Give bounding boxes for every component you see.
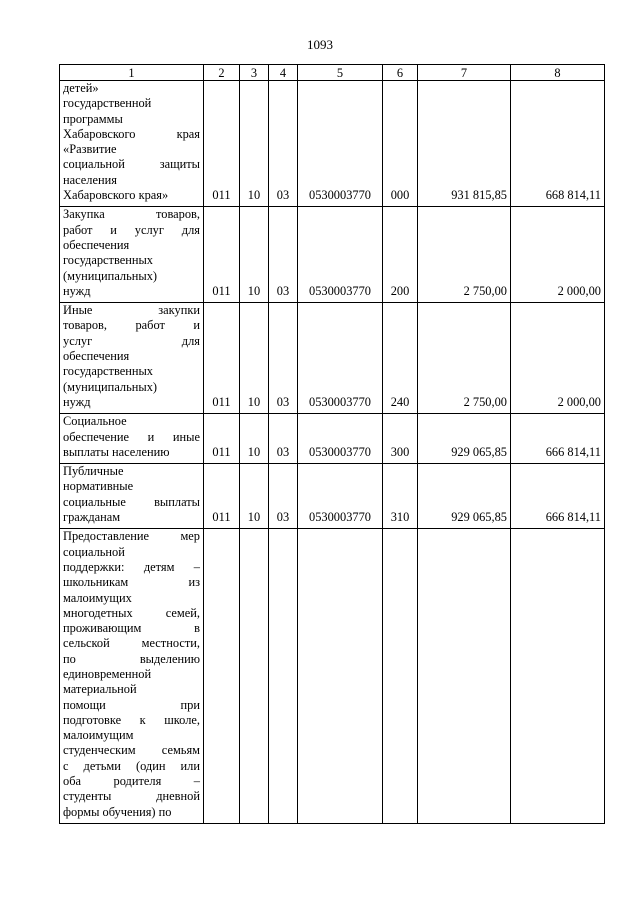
row-name-line: нужд (63, 283, 91, 298)
row-name-line: по выделению (63, 651, 200, 666)
amount-cell: 666 814,11 (511, 464, 605, 529)
row-name-line: нормативные (63, 479, 134, 494)
code-subsection-cell (269, 529, 298, 824)
row-name-line: малоимущих (63, 590, 132, 605)
row-name-line: поддержки: детям – (63, 559, 200, 574)
header-cell: 8 (511, 65, 605, 81)
amount-cell: 2 750,00 (418, 207, 511, 303)
code-section-cell: 10 (240, 207, 269, 303)
row-name-line: школьникам из (63, 575, 200, 590)
table-row (60, 81, 605, 207)
amount-cell: 2 750,00 (418, 303, 511, 414)
row-name-line: обеспечение и иные (63, 429, 200, 444)
code-admin-cell: 011 (204, 414, 240, 464)
amount-cell (511, 529, 605, 824)
budget-table (59, 64, 605, 824)
code-target-cell: 0530003770 (298, 81, 383, 207)
row-name-line: Иные закупки (63, 303, 200, 318)
amount-cell: 2 000,00 (511, 207, 605, 303)
row-name-line: с детьми (один или (63, 758, 200, 773)
table-body (60, 81, 605, 824)
code-expense-type-cell (383, 529, 418, 824)
code-expense-type-cell: 240 (383, 303, 418, 414)
row-name-line: Закупка товаров, (63, 207, 200, 222)
row-name-line: Хабаровского края (63, 126, 200, 141)
row-name-line: населения (63, 172, 117, 187)
row-name-cell (60, 529, 204, 824)
page-number: 1093 (307, 37, 333, 52)
row-name-line: гражданам (63, 510, 121, 525)
code-expense-type-cell: 310 (383, 464, 418, 529)
row-name-line: студенты дневной (63, 789, 200, 804)
code-subsection-cell: 03 (269, 81, 298, 207)
row-name-cell (60, 303, 204, 414)
row-name-line: государственных (63, 364, 154, 379)
amount-cell: 2 000,00 (511, 303, 605, 414)
row-name-cell (60, 464, 204, 529)
amount-cell: 666 814,11 (511, 414, 605, 464)
amount-cell: 668 814,11 (511, 81, 605, 207)
row-name-line: государственной (63, 96, 152, 111)
header-cell: 1 (60, 65, 204, 81)
code-section-cell: 10 (240, 414, 269, 464)
row-name-line: выплаты населению (63, 444, 170, 459)
amount-cell (418, 529, 511, 824)
row-name-cell (60, 207, 204, 303)
row-name-line: формы обучения) по (63, 804, 172, 819)
header-cell: 4 (269, 65, 298, 81)
row-name-line: проживающим в (63, 621, 200, 636)
row-name-line: Предоставление мер (63, 529, 200, 544)
row-name-line: (муниципальных) (63, 379, 158, 394)
row-name-line: единовременной (63, 666, 152, 681)
table-row (60, 414, 605, 464)
code-expense-type-cell: 200 (383, 207, 418, 303)
row-name-line: социальные выплаты (63, 494, 200, 509)
code-subsection-cell: 03 (269, 464, 298, 529)
row-name-line: Социальное (63, 414, 127, 429)
row-name-line: студенческим семьям (63, 743, 200, 758)
code-expense-type-cell: 000 (383, 81, 418, 207)
row-name-line: Публичные (63, 464, 124, 479)
row-name-line: оба родителя – (63, 774, 200, 789)
code-admin-cell: 011 (204, 303, 240, 414)
row-name-cell (60, 414, 204, 464)
row-name-line: социальной (63, 544, 125, 559)
row-name-line: государственных (63, 253, 154, 268)
header-cell: 2 (204, 65, 240, 81)
code-target-cell: 0530003770 (298, 207, 383, 303)
header-cell: 7 (418, 65, 511, 81)
code-section-cell (240, 529, 269, 824)
header-row (60, 65, 605, 81)
row-name-line: сельской местности, (63, 636, 200, 651)
header-cell: 5 (298, 65, 383, 81)
row-name-line: социальной защиты (63, 157, 200, 172)
amount-cell: 929 065,85 (418, 414, 511, 464)
code-target-cell (298, 529, 383, 824)
code-target-cell: 0530003770 (298, 303, 383, 414)
row-name-line: материальной (63, 682, 137, 697)
row-name-line: программы (63, 111, 123, 126)
code-section-cell: 10 (240, 303, 269, 414)
amount-cell: 931 815,85 (418, 81, 511, 207)
code-expense-type-cell: 300 (383, 414, 418, 464)
code-admin-cell: 011 (204, 207, 240, 303)
code-admin-cell: 011 (204, 81, 240, 207)
row-name-line: малоимущим (63, 728, 134, 743)
row-name-line: обеспечения (63, 237, 130, 252)
code-admin-cell: 011 (204, 464, 240, 529)
code-subsection-cell: 03 (269, 207, 298, 303)
row-name-line: работ и услуг для (63, 222, 200, 237)
code-target-cell: 0530003770 (298, 414, 383, 464)
row-name-line: детей» (63, 81, 99, 95)
row-name-cell (60, 81, 204, 207)
code-section-cell: 10 (240, 464, 269, 529)
header-cell: 3 (240, 65, 269, 81)
row-name-line: подготовке к школе, (63, 712, 200, 727)
code-subsection-cell: 03 (269, 414, 298, 464)
table-row (60, 464, 605, 529)
table-row (60, 529, 605, 824)
table-row (60, 207, 605, 303)
row-name-line: многодетных семей, (63, 605, 200, 620)
row-name-line: обеспечения (63, 349, 130, 364)
row-name-line: «Развитие (63, 142, 117, 157)
code-admin-cell (204, 529, 240, 824)
code-subsection-cell: 03 (269, 303, 298, 414)
row-name-line: услуг для (63, 333, 200, 348)
header-cell: 6 (383, 65, 418, 81)
row-name-line: нужд (63, 394, 91, 409)
code-section-cell: 10 (240, 81, 269, 207)
code-target-cell: 0530003770 (298, 464, 383, 529)
row-name-line: товаров, работ и (63, 318, 200, 333)
row-name-line: Хабаровского края» (63, 188, 169, 203)
row-name-line: (муниципальных) (63, 268, 158, 283)
amount-cell: 929 065,85 (418, 464, 511, 529)
table-row (60, 303, 605, 414)
row-name-line: помощи при (63, 697, 200, 712)
